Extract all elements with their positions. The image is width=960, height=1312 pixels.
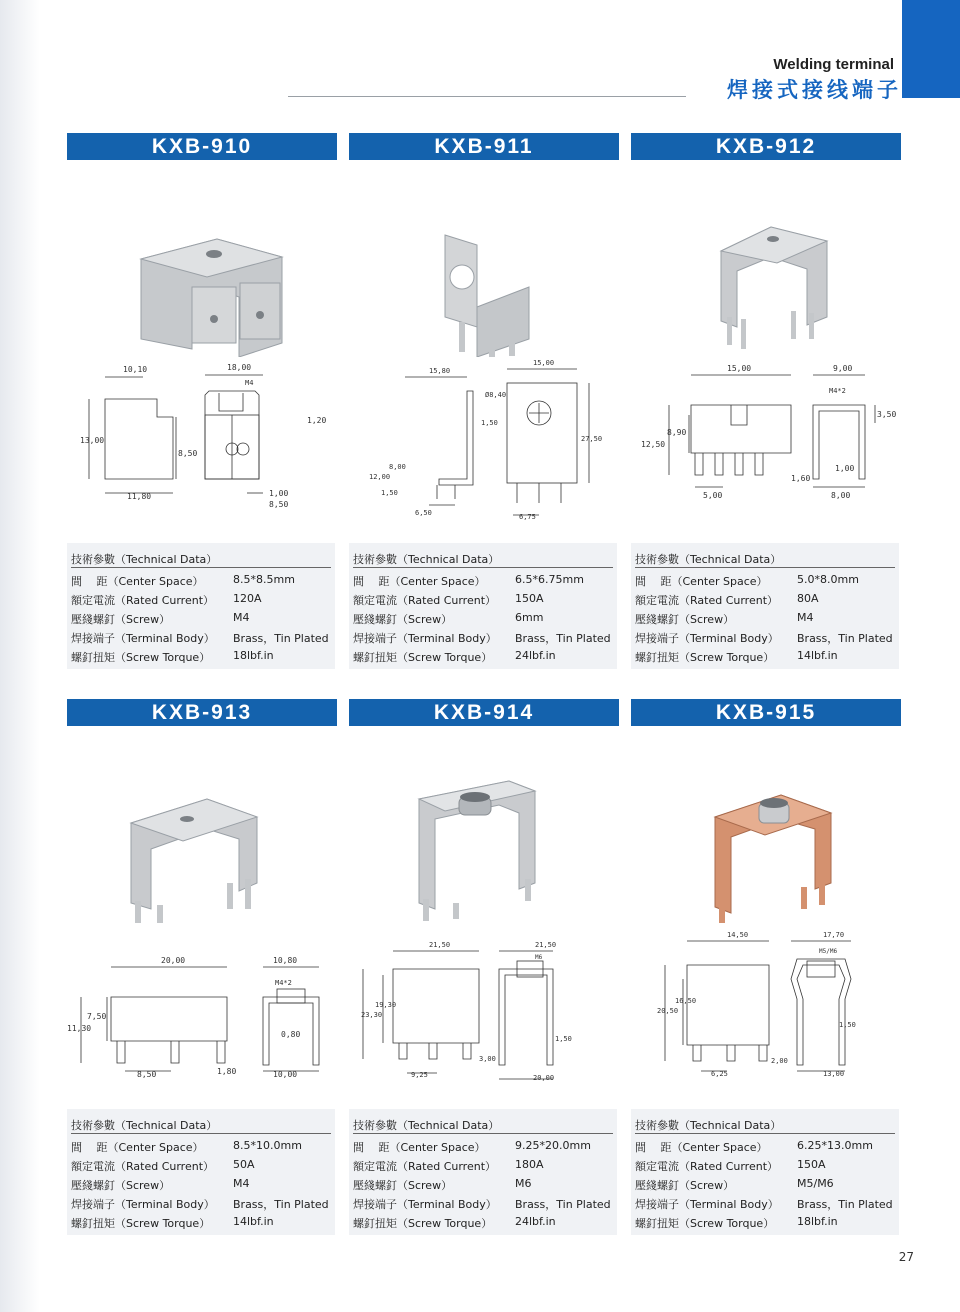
product-title: KXB-914 [349, 699, 619, 726]
header-title-cn: 焊接式接线端子 [727, 78, 902, 102]
dim-label: 15,80 [429, 367, 451, 375]
technical-data-divider [353, 567, 613, 568]
product-photo [67, 733, 337, 923]
dim-label: 1,00 [269, 489, 289, 498]
dim-label: 8,50 [178, 449, 198, 458]
product-title: KXB-915 [631, 699, 901, 726]
page-number: 27 [898, 1250, 914, 1264]
dim-label: M4*2 [829, 387, 846, 395]
dim-label: 20,00 [161, 956, 186, 965]
dim-label: M4 [245, 379, 254, 387]
dim-label: 13,00 [823, 1070, 845, 1078]
dim-label: 7,50 [87, 1012, 107, 1021]
dim-label: 20,50 [657, 1007, 679, 1015]
product-photo [67, 167, 337, 357]
product-card-kxb-913 [67, 699, 337, 1230]
dim-label: 14,50 [727, 931, 749, 939]
dim-label: 0,80 [281, 1030, 301, 1039]
product-photo [631, 733, 901, 923]
product-title: KXB-912 [631, 133, 901, 160]
dim-label: 8,50 [137, 1070, 157, 1079]
dim-label: Ø8,40 [485, 391, 507, 399]
technical-drawing [67, 919, 337, 1089]
technical-data-divider [635, 567, 895, 568]
dim-label: 8,00 [389, 463, 406, 471]
technical-data-heading: 技術參數（Technical Data） [353, 1119, 500, 1132]
dim-label: 11,80 [127, 492, 152, 501]
product-photo [349, 733, 619, 923]
dim-label: 15,00 [533, 359, 555, 367]
dim-label: 10,80 [273, 956, 298, 965]
page-left-gradient [0, 0, 40, 1312]
dim-label: 5,00 [703, 491, 723, 500]
dim-label: 10,10 [123, 365, 148, 374]
technical-data-heading: 技術參數（Technical Data） [635, 553, 782, 566]
dim-label: 1,50 [839, 1021, 856, 1029]
dim-label: 3,50 [877, 410, 897, 419]
technical-data-heading: 技術參數（Technical Data） [353, 553, 500, 566]
technical-data-panel: 技術參數（Technical Data） 間 距（Center Space） 8.5*10.0mm 額定電流（Rated Current） 50A 壓綫螺釘（Screw） M4 焊接端子（Terminal Body） Brass，Tin Plated 螺釘扭矩（Screw Torque） 14lbf.in [67, 1109, 335, 1235]
dim-label: 1,80 [217, 1067, 237, 1076]
dim-label: M4*2 [275, 979, 292, 987]
technical-data-divider [71, 1133, 331, 1134]
dim-label: 19,30 [375, 1001, 397, 1009]
technical-data-panel: 技術參數（Technical Data） 間 距（Center Space） 8.5*8.5mm 額定電流（Rated Current） 120A 壓綫螺釘（Screw） M4 焊接端子（Terminal Body） Brass，Tin Plated 螺釘扭矩（Screw Torque） 18lbf.in [67, 543, 335, 669]
dim-label: 6,25 [711, 1070, 728, 1078]
product-photo [349, 167, 619, 357]
dim-label: 9,25 [411, 1071, 428, 1079]
product-title: KXB-910 [67, 133, 337, 160]
product-card-kxb-914 [349, 699, 619, 1230]
product-card-kxb-915 [631, 699, 901, 1230]
dim-label: 9,00 [833, 364, 853, 373]
technical-drawing [631, 353, 901, 523]
technical-drawing [349, 919, 619, 1089]
product-card-kxb-912 [631, 133, 901, 664]
dim-label: 16,50 [675, 997, 697, 1005]
dim-label: 2,00 [771, 1057, 788, 1065]
dim-label: 1,50 [555, 1035, 572, 1043]
dim-label: 11,30 [67, 1024, 92, 1033]
dim-label: M6 [535, 954, 543, 961]
technical-data-heading: 技術參數（Technical Data） [71, 1119, 218, 1132]
dim-label: 13,00 [80, 436, 105, 445]
dim-label: 6,75 [519, 513, 536, 521]
dim-label: 1,00 [835, 464, 855, 473]
dim-label: 3,00 [479, 1055, 496, 1063]
technical-data-panel: 技術參數（Technical Data） 間 距（Center Space） 5.0*8.0mm 額定電流（Rated Current） 80A 壓綫螺釘（Screw） M4 焊接端子（Terminal Body） Brass，Tin Plated 螺釘扭矩（Screw Torque） 14lbf.in [631, 543, 899, 669]
dim-label: 27,50 [581, 435, 603, 443]
technical-data-panel: 技術參數（Technical Data） 間 距（Center Space） 9.25*20.0mm 額定電流（Rated Current） 180A 壓綫螺釘（Screw） M6 焊接端子（Terminal Body） Brass，Tin Plated 螺釘扭矩（Screw Torque） 24lbf.in [349, 1109, 617, 1235]
header-divider [288, 96, 686, 97]
header-title-en: Welding terminal [773, 56, 894, 73]
product-photo [631, 167, 901, 357]
technical-data-divider [635, 1133, 895, 1134]
dim-label: 1,50 [481, 419, 498, 427]
technical-data-panel: 技術參數（Technical Data） 間 距（Center Space） 6.25*13.0mm 額定電流（Rated Current） 150A 壓綫螺釘（Screw） M5/M6 焊接端子（Terminal Body） Brass，Tin Plated 螺釘扭矩（Screw Torque） 18lbf.in [631, 1109, 899, 1235]
technical-data-heading: 技術參數（Technical Data） [71, 553, 218, 566]
dim-label: M5/M6 [819, 948, 838, 955]
dim-label: 23,30 [361, 1011, 383, 1019]
product-card-kxb-911 [349, 133, 619, 664]
dim-label: 18,00 [227, 363, 252, 372]
dim-label: 8,90 [667, 428, 687, 437]
technical-drawing [349, 353, 619, 523]
dim-label: 21,50 [429, 941, 451, 949]
corner-accent-block [902, 0, 960, 98]
technical-data-divider [353, 1133, 613, 1134]
technical-data-divider [71, 567, 331, 568]
dim-label: 17,70 [823, 931, 845, 939]
dim-label: 8,00 [831, 491, 851, 500]
dim-label: 1,60 [791, 474, 811, 483]
dim-label: 6,50 [415, 509, 432, 517]
dim-label: 12,50 [641, 440, 666, 449]
dim-label: 12,00 [369, 473, 391, 481]
product-title: KXB-911 [349, 133, 619, 160]
dim-label: 10,00 [273, 1070, 298, 1079]
dim-label: 8,50 [269, 500, 289, 509]
dim-label: 20,00 [533, 1074, 555, 1082]
dim-label: 1,50 [381, 489, 398, 497]
product-title: KXB-913 [67, 699, 337, 726]
technical-drawing [631, 919, 901, 1089]
dim-label: 21,50 [535, 941, 557, 949]
dim-label: 1,20 [307, 416, 327, 425]
technical-data-panel: 技術參數（Technical Data） 間 距（Center Space） 6.5*6.75mm 額定電流（Rated Current） 150A 壓綫螺釘（Screw） 6mm 焊接端子（Terminal Body） Brass，Tin Plated 螺釘扭矩（Screw Torque） 24lbf.in [349, 543, 617, 669]
product-card-kxb-910 [67, 133, 337, 664]
dim-label: 15,00 [727, 364, 752, 373]
technical-data-heading: 技術參數（Technical Data） [635, 1119, 782, 1132]
technical-drawing [67, 353, 337, 523]
